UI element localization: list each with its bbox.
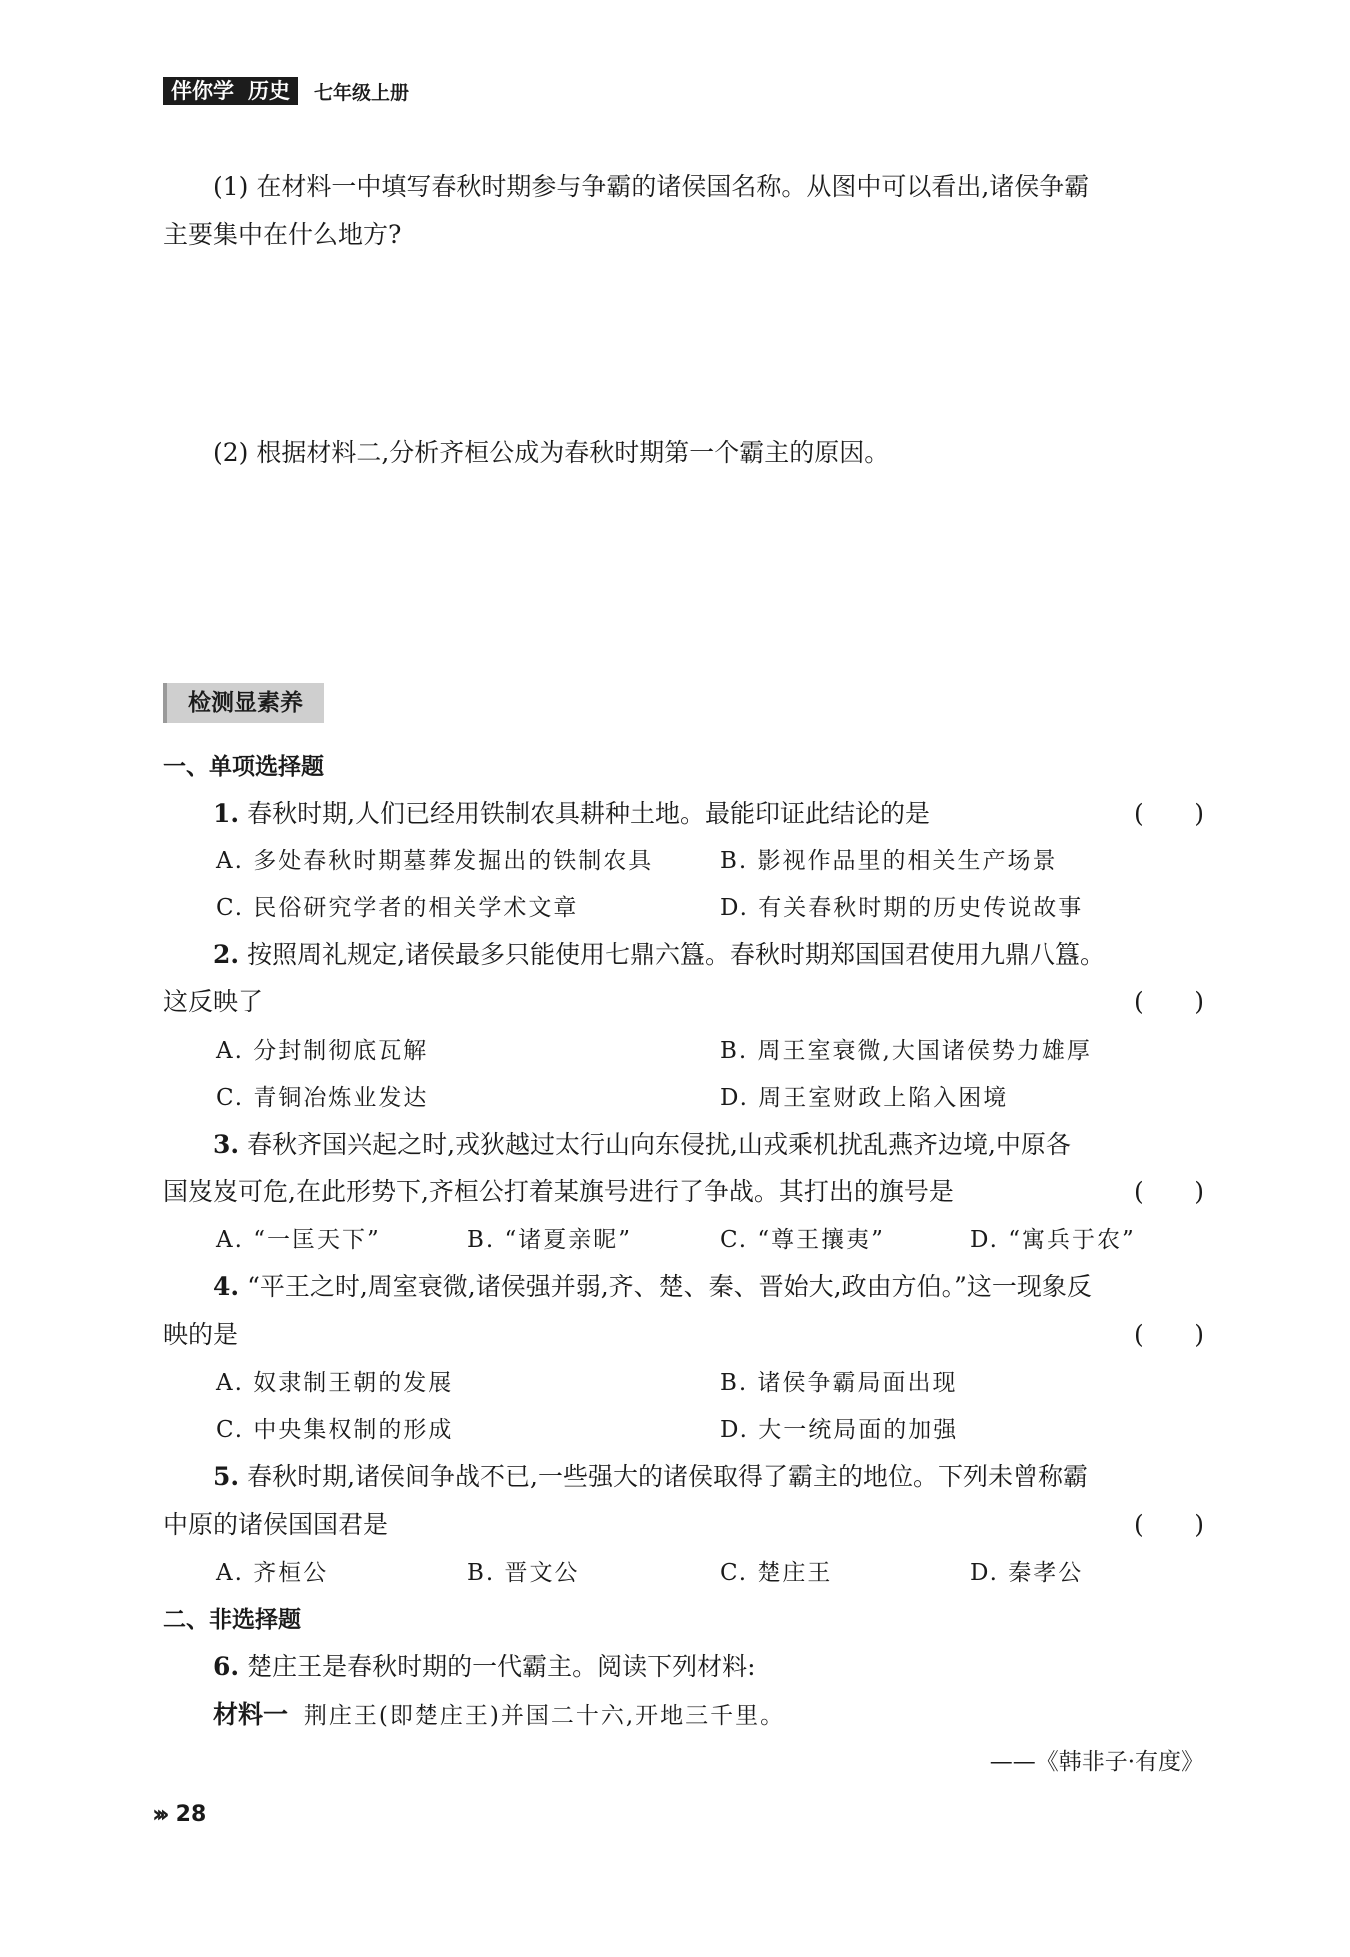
grade-label: 七年级上册 xyxy=(314,81,410,104)
material-label: 材料一 xyxy=(213,1700,289,1729)
question-text: 按照周礼规定,诸侯最多只能使用七鼎六簋。春秋时期郑国国君使用九鼎八簋。 xyxy=(247,940,1106,969)
sub-question-2: (2) 根据材料二,分析齐桓公成为春秋时期第一个霸主的原因。 xyxy=(213,438,890,467)
paren-right: ) xyxy=(1194,1177,1204,1206)
question-2-line2: 这反映了 xyxy=(163,987,264,1016)
section-title: 检测显素养 xyxy=(163,683,324,723)
question-1 xyxy=(213,799,930,829)
paren-right: ) xyxy=(1194,987,1204,1016)
question-number: 3. xyxy=(213,1130,240,1159)
option-d[interactable]: D. 大一统局面的加强 xyxy=(720,1417,959,1443)
option-d[interactable]: D. 有关春秋时期的历史传说故事 xyxy=(720,895,1084,921)
option-c[interactable]: C. 民俗研究学者的相关学术文章 xyxy=(216,895,579,921)
option-b[interactable]: B. 影视作品里的相关生产场景 xyxy=(720,848,1058,874)
option-a[interactable]: A. 多处春秋时期墓葬发掘出的铁制农具 xyxy=(216,848,654,874)
option-b[interactable]: B. 周王室衰微,大国诸侯势力雄厚 xyxy=(720,1038,1092,1064)
question-number: 6. xyxy=(213,1652,240,1681)
paren-left: ( xyxy=(1134,1320,1144,1349)
option-d[interactable]: D. 秦孝公 xyxy=(970,1560,1084,1586)
option-c[interactable]: C. 中央集权制的形成 xyxy=(216,1417,454,1443)
paren-left: ( xyxy=(1134,987,1144,1016)
question-4 xyxy=(213,1272,1092,1302)
part1-title: 一、单项选择题 xyxy=(163,754,324,780)
answer-blank[interactable] xyxy=(1134,799,1204,829)
option-d[interactable]: D. “寓兵于农” xyxy=(970,1227,1136,1253)
question-number: 5. xyxy=(213,1462,240,1491)
material-text: 荆庄王(即楚庄王)并国二十六,开地三千里。 xyxy=(303,1703,786,1729)
question-6 xyxy=(213,1652,756,1682)
answer-blank[interactable] xyxy=(1134,1510,1204,1540)
question-3 xyxy=(213,1130,1071,1160)
material-1 xyxy=(213,1700,785,1731)
part2-title: 二、非选择题 xyxy=(163,1607,301,1633)
answer-blank[interactable] xyxy=(1134,1320,1204,1350)
paren-right: ) xyxy=(1194,799,1204,828)
question-text: “平王之时,周室衰微,诸侯强并弱,齐、楚、秦、晋始大,政由方伯。”这一现象反 xyxy=(247,1272,1092,1301)
option-c[interactable]: C. “尊王攘夷” xyxy=(720,1227,885,1253)
question-number: 4. xyxy=(213,1272,240,1301)
subject-name: 历史 xyxy=(248,79,290,103)
question-4-line2: 映的是 xyxy=(163,1320,239,1349)
question-5 xyxy=(213,1462,1088,1492)
option-d[interactable]: D. 周王室财政上陷入困境 xyxy=(720,1085,1009,1111)
paren-left: ( xyxy=(1134,1510,1144,1539)
page-number: 28 xyxy=(175,1801,207,1827)
book-badge xyxy=(163,77,298,105)
question-5-line2: 中原的诸侯国国君是 xyxy=(163,1510,389,1539)
question-text: 楚庄王是春秋时期的一代霸主。阅读下列材料: xyxy=(247,1652,756,1681)
option-b[interactable]: B. “诸夏亲昵” xyxy=(467,1227,633,1253)
question-text: 春秋时期,诸侯间争战不已,一些强大的诸侯取得了霸主的地位。下列未曾称霸 xyxy=(247,1462,1088,1491)
paren-right: ) xyxy=(1194,1510,1204,1539)
question-number: 1. xyxy=(213,799,240,828)
option-a[interactable]: A. 奴隶制王朝的发展 xyxy=(216,1370,454,1396)
answer-blank[interactable] xyxy=(1134,987,1204,1017)
option-a[interactable]: A. 齐桓公 xyxy=(216,1560,329,1586)
question-2 xyxy=(213,940,1105,970)
book-name: 伴你学 xyxy=(171,79,234,103)
option-b[interactable]: B. 晋文公 xyxy=(467,1560,580,1586)
paren-left: ( xyxy=(1134,799,1144,828)
sub-question-1-line2: 主要集中在什么地方? xyxy=(163,220,402,249)
option-b[interactable]: B. 诸侯争霸局面出现 xyxy=(720,1370,958,1396)
question-text: 春秋时期,人们已经用铁制农具耕种土地。最能印证此结论的是 xyxy=(247,799,931,828)
page-header xyxy=(163,76,409,106)
question-text: 春秋齐国兴起之时,戎狄越过太行山向东侵扰,山戎乘机扰乱燕齐边境,中原各 xyxy=(247,1130,1071,1159)
chevron-right-icon: ››› xyxy=(152,1800,164,1828)
sub-question-1-line1: (1) 在材料一中填写春秋时期参与争霸的诸侯国名称。从图中可以看出,诸侯争霸 xyxy=(213,172,1090,201)
answer-blank[interactable] xyxy=(1134,1177,1204,1207)
paren-left: ( xyxy=(1134,1177,1144,1206)
option-c[interactable]: C. 青铜冶炼业发达 xyxy=(216,1085,429,1111)
option-a[interactable]: A. “一匡天下” xyxy=(216,1227,381,1253)
material-source: ——《韩非子·有度》 xyxy=(989,1749,1204,1775)
option-a[interactable]: A. 分封制彻底瓦解 xyxy=(216,1038,429,1064)
question-3-line2: 国岌岌可危,在此形势下,齐桓公打着某旗号进行了争战。其打出的旗号是 xyxy=(163,1177,954,1206)
paren-right: ) xyxy=(1194,1320,1204,1349)
option-c[interactable]: C. 楚庄王 xyxy=(720,1560,833,1586)
page-footer xyxy=(152,1800,206,1828)
question-number: 2. xyxy=(213,940,240,969)
